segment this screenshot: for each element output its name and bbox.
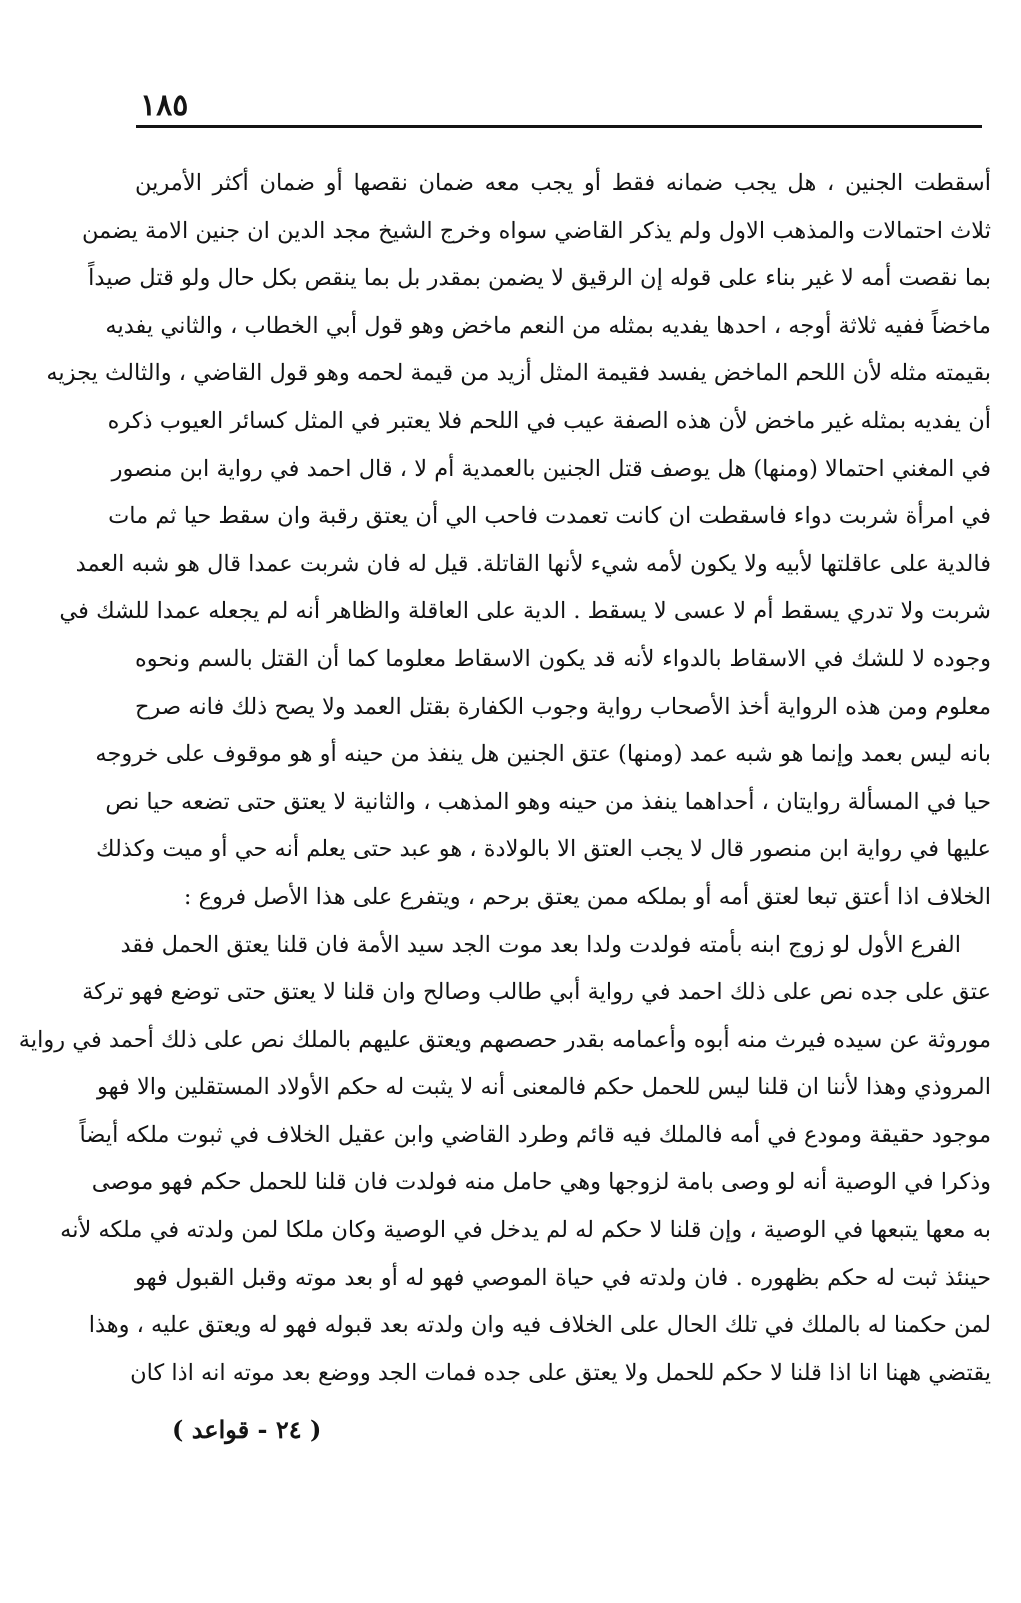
text-line: موروثة عن سيده فيرث منه أبوه وأعمامه بقدر حصصهم ويعتق عليهم بالملك نص على ذلك أحمد في رواية	[18, 1026, 991, 1053]
paragraph-end-line: الخلاف اذا أعتق تبعا لعتق أمه أو بملكه ممن يعتق برحم ، ويتفرع على هذا الأصل فروع :	[183, 883, 991, 910]
text-line: المروذي وهذا لأننا ان قلنا ليس للحمل حكم فالمعنى أنه لا يثبت له حكم الأولاد المستقلين والا فهو	[97, 1074, 991, 1101]
text-line: شربت ولا تدري يسقط أم لا عسى لا يسقط . الدية على العاقلة والظاهر أنه لم يجعله عمدا للشك في	[59, 598, 991, 625]
paragraph-start-line: الفرع الأول لو زوج ابنه بأمته فولدت ولدا بعد موت الجد سيد الأمة فان قلنا يعتق الحمل فقد	[120, 931, 961, 958]
text-line: بما نقصت أمه لا غير بناء على قوله إن الرقيق لا يضمن بمقدر بل بما ينقص بكل حال ولو قتل صيداً	[88, 265, 991, 292]
text-line: في امرأة شربت دواء فاسقطت ان كانت تعمدت فاحب الي أن يعتق رقبة وان سقط حيا ثم مات	[108, 503, 991, 530]
header-rule	[136, 125, 982, 128]
text-line: بقيمته مثله لأن اللحم الماخض يفسد فقيمة المثل أزيد من قيمة لحمه وهو قول القاضي ، والثالث يجزيه	[46, 360, 991, 387]
text-line: لمن حكمنا له بالملك في تلك الحال على الخلاف فيه وان ولدته بعد قبوله فهو له ويعتق عليه ، وهذا	[88, 1312, 991, 1339]
text-line: فالدية على عاقلتها لأبيه ولا يكون لأمه شيء لأنها القاتلة. قيل له فان شربت عمدا قال هو شبه العمد	[75, 550, 991, 577]
text-line: يقتضي ههنا انا اذا قلنا لا حكم للحمل ولا يعتق على جده فمات الجد ووضع بعد موته انه اذا كان	[130, 1359, 991, 1386]
text-line: بانه ليس بعمد وإنما هو شبه عمد (ومنها) عتق الجنين هل ينفذ من حينه أو هو موقوف على خروجه	[95, 741, 991, 768]
text-line: حينئذ ثبت له حكم بظهوره . فان ولدته في حياة الموصي فهو له أو بعد موته وقبل القبول فهو	[135, 1264, 991, 1291]
body-text	[18, 160, 991, 1397]
text-line: معلوم ومن هذه الرواية أخذ الأصحاب رواية وجوب الكفارة بقتل العمد ولا يصح ذلك فانه صرح	[135, 693, 991, 720]
text-line: ثلاث احتمالات والمذهب الاول ولم يذكر القاضي سواه وخرج الشيخ مجد الدين ان جنين الامة يضمن	[81, 217, 991, 244]
text-line: موجود حقيقة ومودع في أمه فالملك فيه قائم وطرد القاضي وابن عقيل الخلاف في ثبوت ملكه أيضاً	[79, 1121, 991, 1148]
text-line: أسقطت الجنين ، هل يجب ضمانه فقط أو يجب معه ضمان نقصها أو ضمان أكثر الأمرين	[135, 170, 991, 196]
text-line: حيا في المسألة روايتان ، أحداهما ينفذ من حينه وهو المذهب ، والثانية لا يعتق حتى تضعه حيا نص	[105, 788, 991, 815]
text-line: في المغني احتمالا (ومنها) هل يوصف قتل الجنين بالعمدية أم لا ، قال احمد في رواية ابن منصور	[111, 455, 991, 482]
text-line: وجوده لا للشك في الاسقاط بالدواء لأنه قد يكون الاسقاط معلوما كما أن القتل بالسم ونحوه	[135, 645, 991, 672]
text-line: أن يفديه بمثله غير ماخض لأن هذه الصفة عيب في اللحم فلا يعتبر في المثل كسائر العيوب ذكره	[107, 407, 991, 434]
text-line: عتق على جده نص على ذلك احمد في رواية أبي طالب وصالح وان قلنا لا يعتق حتى توضع فهو تركة	[82, 979, 991, 1006]
text-line: ماخضاً ففيه ثلاثة أوجه ، احدها يفديه بمثله من النعم ماخض وهو قول أبي الخطاب ، والثاني يفديه	[105, 312, 991, 339]
page-number: ١٨٥	[140, 88, 189, 123]
text-line: وذكرا في الوصية أنه لو وصى بامة لزوجها وهي حامل منه فولدت فان قلنا للحمل حكم فهو موصى	[91, 1169, 991, 1196]
text-line: به معها يتبعها في الوصية ، وإن قلنا لا حكم له لم يدخل في الوصية وكان ملكا لمن ولدته في ملكه لأنه	[60, 1217, 991, 1244]
footer-signature: ( ٢٤ - قواعد )	[172, 1415, 322, 1444]
text-line: عليها في رواية ابن منصور قال لا يجب العتق الا بالولادة ، هو عبد حتى يعلم أنه حي أو ميت وكذلك	[95, 836, 991, 863]
